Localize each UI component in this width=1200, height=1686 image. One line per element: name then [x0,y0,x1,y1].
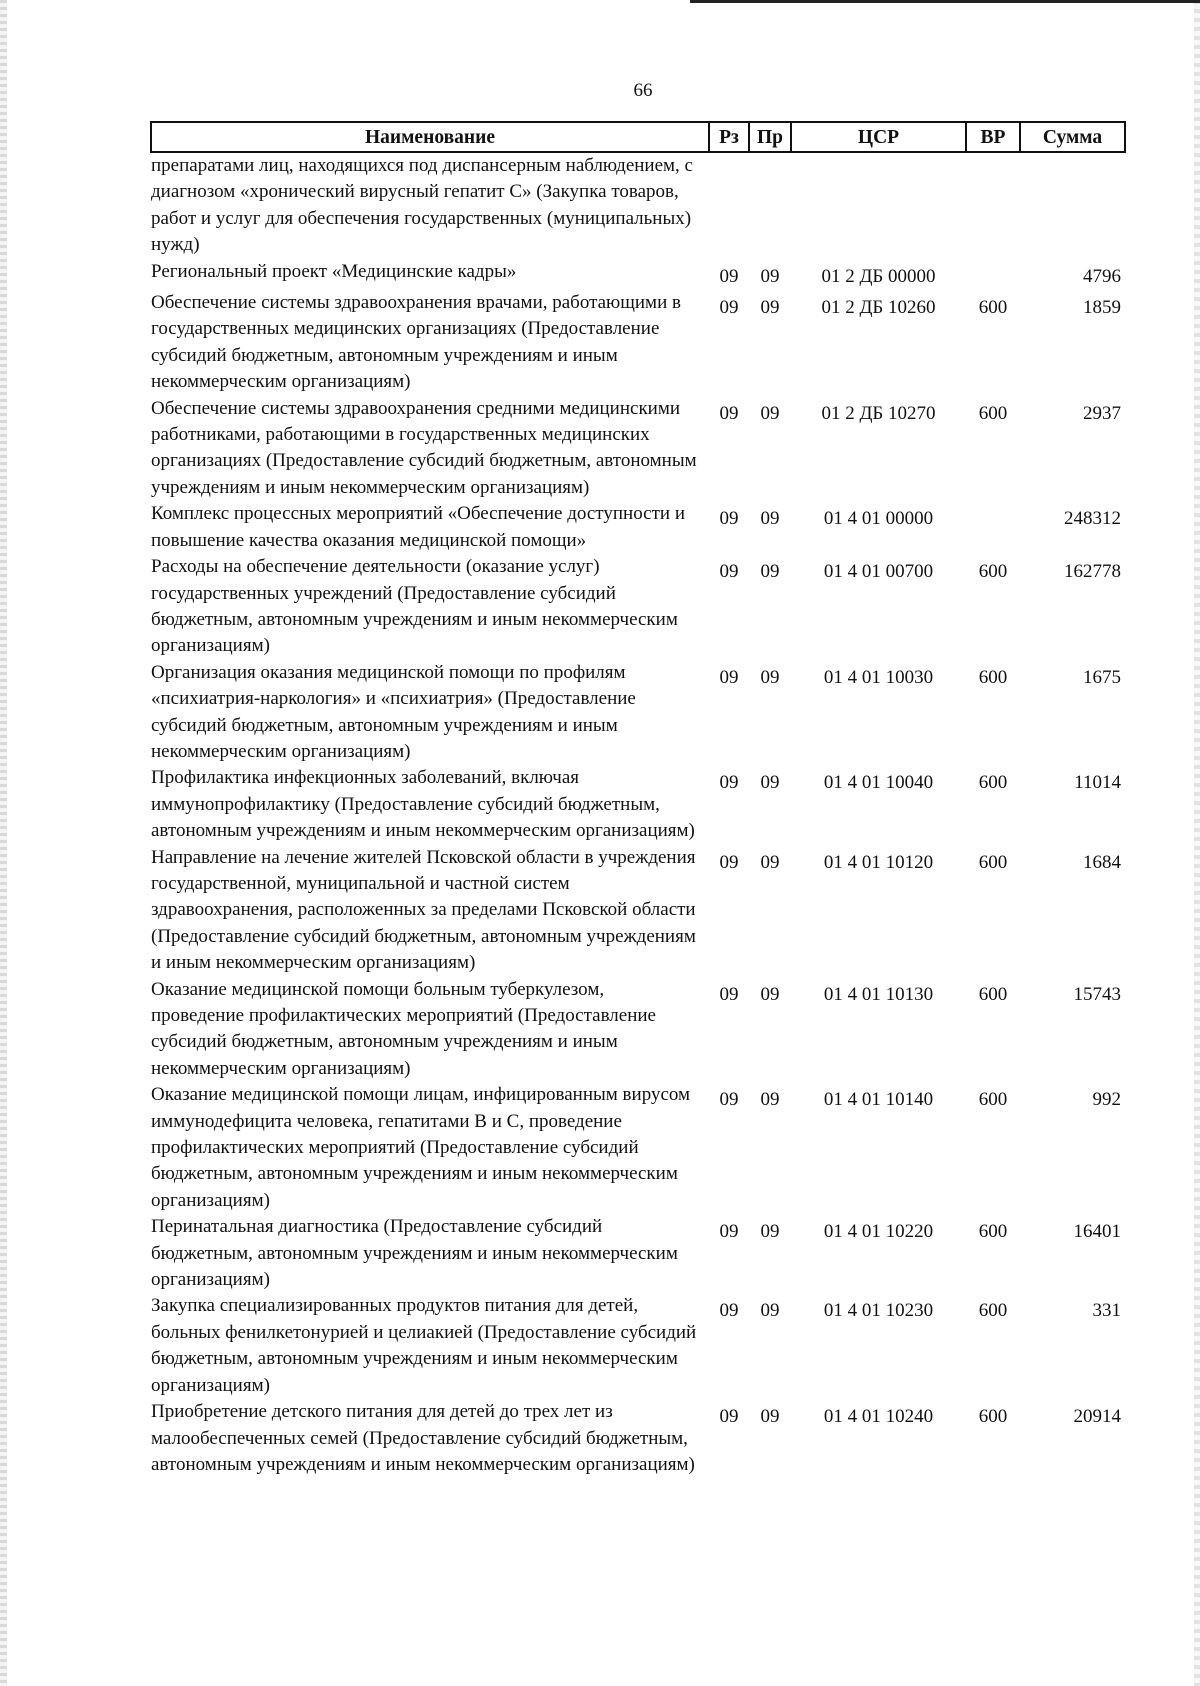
cell-sum: 331 [1092,1300,1121,1322]
header-pr: Пр [749,122,791,152]
cell-pr: 09 [760,561,780,583]
cell-csr: 01 4 01 10220 [823,1221,934,1243]
cell-name: Организация оказания медицинской помощи по профилям «психиатрия-наркология» и «психиатрия» (Предоставление субсидий бюджетным, автономным учреждениям и иным некоммерческим организациям) [151,661,636,762]
cell-rz: 09 [719,297,739,319]
cell-csr: 01 4 01 10040 [823,772,934,794]
cell-vr: 600 [978,983,1008,1005]
cell-csr: 01 4 01 10120 [823,851,934,873]
cell-pr: 09 [760,983,780,1005]
cell-name: Приобретение детского питания для детей до трех лет из малообеспеченных семей (Предоставление субсидий бюджетным, автономным учреждениям и иным некоммерческим организациям) [151,1401,695,1475]
cell-csr: 01 4 01 10140 [823,1089,934,1111]
budget-table [150,121,1126,1478]
table-row [151,977,1125,1083]
cell-sum: 1859 [1083,297,1121,319]
cell-csr: 01 4 01 00700 [823,561,934,583]
cell-pr: 09 [760,772,780,794]
cell-vr: 600 [978,1089,1008,1111]
cell-sum: 1675 [1083,666,1121,688]
cell-sum: 1684 [1083,851,1121,873]
cell-sum: 248312 [1064,508,1121,530]
cell-csr: 01 4 01 10240 [823,1406,934,1428]
cell-vr: 600 [978,1300,1008,1322]
table-row [151,259,1125,290]
cell-name: препаратами лиц, находящихся под диспансерным наблюдением, с диагнозом «хронический вирусный гепатит С» (Закупка товаров, работ и услуг для обеспечения государственных (муниципальных) нужд) [151,155,693,256]
table-row [151,845,1125,977]
cell-rz: 09 [719,851,739,873]
cell-rz [709,152,749,259]
cell-csr [791,152,966,259]
header-csr: ЦСР [791,122,966,152]
cell-csr: 01 4 01 00000 [823,508,934,530]
cell-rz: 09 [719,1089,739,1111]
cell-name: Закупка специализированных продуктов питания для детей, больных фенилкетонурией и целиакией (Предоставление субсидий бюджетным, автономным учреждениям и иным некоммерческим организациям) [151,1295,697,1396]
scan-edge-top [690,0,1200,3]
cell-rz: 09 [719,402,739,424]
cell-rz: 09 [719,508,739,530]
cell-sum: 15743 [1073,983,1121,1005]
table-body [151,152,1125,1478]
cell-rz: 09 [719,561,739,583]
cell-pr: 09 [760,666,780,688]
cell-csr: 01 2 ДБ 00000 [821,265,936,287]
cell-rz: 09 [719,983,739,1005]
cell-name: Перинатальная диагностика (Предоставление субсидий бюджетным, автономным учреждениям и иным некоммерческим организациям) [151,1216,678,1291]
cell-pr: 09 [760,1221,780,1243]
cell-sum: 16401 [1073,1221,1121,1243]
cell-vr: 600 [978,666,1008,688]
cell-name: Обеспечение системы здравоохранения врачами, работающими в государственных медицинских организациях (Предоставление субсидий бюджетным, автономным учреждениям и иным некоммерческим организациям) [151,292,681,393]
header-rz: Рз [709,122,749,152]
cell-sum: 2937 [1083,402,1121,424]
cell-vr: 600 [978,1406,1008,1428]
table-row [151,152,1125,259]
table-row [151,765,1125,844]
cell-rz: 09 [719,772,739,794]
scan-edge-left [0,0,7,1686]
table-row [151,1399,1125,1478]
table-row [151,660,1125,766]
cell-rz: 09 [719,1221,739,1243]
cell-sum [1020,152,1125,259]
cell-pr: 09 [760,297,780,319]
header-sum: Сумма [1020,122,1125,152]
scan-edge-right [1194,0,1200,1686]
cell-pr: 09 [760,851,780,873]
cell-sum: 20914 [1073,1406,1121,1428]
cell-pr: 09 [760,402,780,424]
table-row [151,290,1125,396]
cell-sum: 11014 [1074,772,1121,794]
header-name: Наименование [151,122,709,152]
cell-rz: 09 [719,1300,739,1322]
table-row [151,1293,1125,1399]
cell-csr: 01 4 01 10230 [823,1300,934,1322]
cell-rz: 09 [719,265,739,287]
table-row [151,1082,1125,1214]
cell-csr: 01 4 01 10130 [823,983,934,1005]
cell-vr: 600 [978,402,1008,424]
table-row [151,1214,1125,1293]
cell-csr: 01 2 ДБ 10260 [821,297,936,319]
cell-vr [966,259,1020,290]
page-number: 66 [633,80,653,101]
cell-rz: 09 [719,666,739,688]
cell-csr: 01 4 01 10030 [823,666,934,688]
cell-pr: 09 [760,508,780,530]
cell-name: Оказание медицинской помощи больным туберкулезом, проведение профилактических мероприятий (Предоставление субсидий бюджетным, автономным учреждениям и иным некоммерческим организациям) [151,978,656,1079]
cell-name: Обеспечение системы здравоохранения средними медицинскими работниками, работающими в государственных медицинских организациях (Предоставление субсидий бюджетным, автономным учреждениям и иным некоммерческим организациям) [151,397,697,498]
cell-pr: 09 [760,1406,780,1428]
table-row [151,554,1125,660]
table-header [151,122,1125,152]
table-row [151,501,1125,554]
cell-vr [966,152,1020,259]
cell-vr: 600 [978,561,1008,583]
header-vr: ВР [966,122,1020,152]
cell-sum: 162778 [1064,561,1121,583]
cell-vr: 600 [978,1221,1008,1243]
cell-vr: 600 [978,297,1008,319]
cell-name: Региональный проект «Медицинские кадры» [151,260,517,282]
cell-pr: 09 [760,265,780,287]
cell-vr: 600 [978,772,1008,794]
cell-sum: 992 [1092,1089,1121,1111]
cell-name: Расходы на обеспечение деятельности (оказание услуг) государственных учреждений (Предоставление субсидий бюджетным, автономным учреждениям и иным некоммерческим организациям) [151,556,678,657]
cell-vr [966,501,1020,554]
cell-pr: 09 [760,1089,780,1111]
cell-sum: 4796 [1083,265,1121,287]
cell-pr [749,152,791,259]
cell-name: Профилактика инфекционных заболеваний, включая иммунопрофилактику (Предоставление субсидий бюджетным, автономным учреждениям и иным некоммерческим организациям) [151,767,695,842]
table-row [151,396,1125,502]
cell-name: Направление на лечение жителей Псковской области в учреждения государственной, муниципальной и частной систем здравоохранения, расположенных за пределами Псковской области (Предоставление субсидий бюджетным, автономным учреждениям и иным некоммерческим организациям) [151,846,696,974]
cell-name: Оказание медицинской помощи лицам, инфицированным вирусом иммунодефицита человека, гепатитами В и С, проведение профилактических мероприятий (Предоставление субсидий бюджетным, автономным учреждениям и иным некоммерческим организациям) [151,1084,691,1211]
cell-name: Комплекс процессных мероприятий «Обеспечение доступности и повышение качества оказания медицинской помощи» [151,503,685,551]
cell-rz: 09 [719,1406,739,1428]
cell-csr: 01 2 ДБ 10270 [821,402,936,424]
cell-vr: 600 [978,851,1008,873]
cell-pr: 09 [760,1300,780,1322]
